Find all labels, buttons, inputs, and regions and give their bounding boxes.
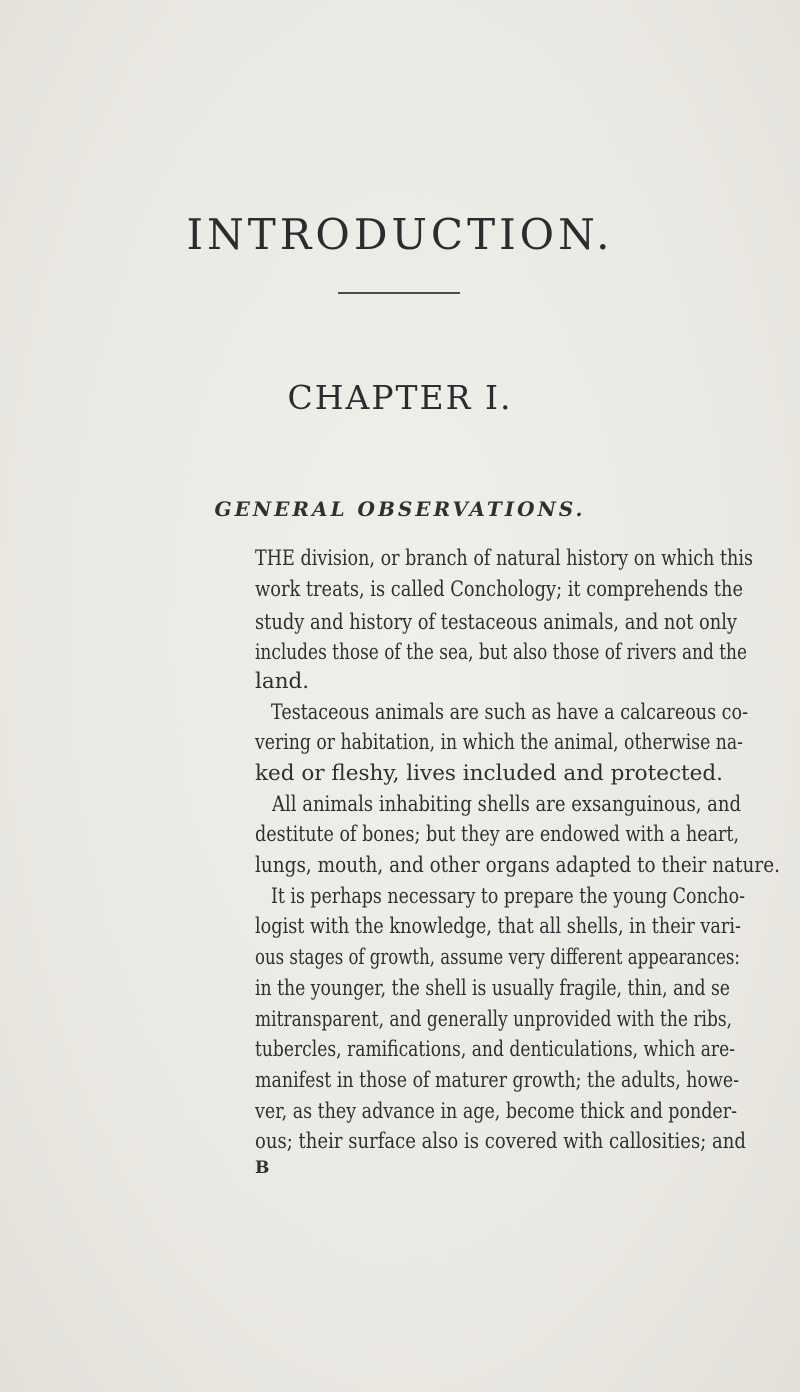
text-line: manifest in those of maturer growth; the adults, howe- bbox=[255, 1068, 740, 1093]
text-line: lungs, mouth, and other organs adapted to their nature. bbox=[255, 853, 780, 878]
text-line: Testaceous animals are such as have a calcareous co- bbox=[271, 700, 749, 725]
text-line: mitransparent, and generally unprovided with the ribs, bbox=[255, 1007, 733, 1032]
text-line: vering or habitation, in which the animal, otherwise na- bbox=[255, 730, 743, 755]
section-subtitle: GENERAL OBSERVATIONS. bbox=[214, 497, 586, 521]
text-line: ver, as they advance in age, become thick and ponder- bbox=[255, 1099, 738, 1124]
text-line: tubercles, ramifications, and denticulations, which are- bbox=[255, 1037, 736, 1062]
signature-mark: B bbox=[255, 1158, 270, 1178]
text-line: ked or fleshy, lives included and protected. bbox=[255, 761, 723, 786]
text-line: All animals inhabiting shells are exsanguinous, and bbox=[272, 792, 742, 817]
text-line: ous stages of growth, assume very different appearances: bbox=[255, 945, 740, 970]
text-line: study and history of testaceous animals, and not only bbox=[255, 610, 738, 635]
text-line: THE division, or branch of natural history on which this bbox=[255, 546, 753, 571]
text-line: It is perhaps necessary to prepare the young Concho- bbox=[271, 884, 746, 909]
text-line: in the younger, the shell is usually fragile, thin, and se bbox=[255, 976, 731, 1001]
text-line: work treats, is called Conchology; it comprehends the bbox=[255, 577, 744, 602]
text-line: destitute of bones; but they are endowed with a heart, bbox=[255, 822, 740, 847]
text-line: logist with the knowledge, that all shells, in their vari- bbox=[255, 914, 741, 939]
page-title: INTRODUCTION. bbox=[186, 210, 614, 259]
chapter-heading: CHAPTER I. bbox=[287, 378, 513, 417]
text-line: includes those of the sea, but also those of rivers and the bbox=[255, 640, 748, 665]
text-line: land. bbox=[255, 669, 310, 694]
text-line: ous; their surface also is covered with callosities; and bbox=[255, 1129, 746, 1154]
